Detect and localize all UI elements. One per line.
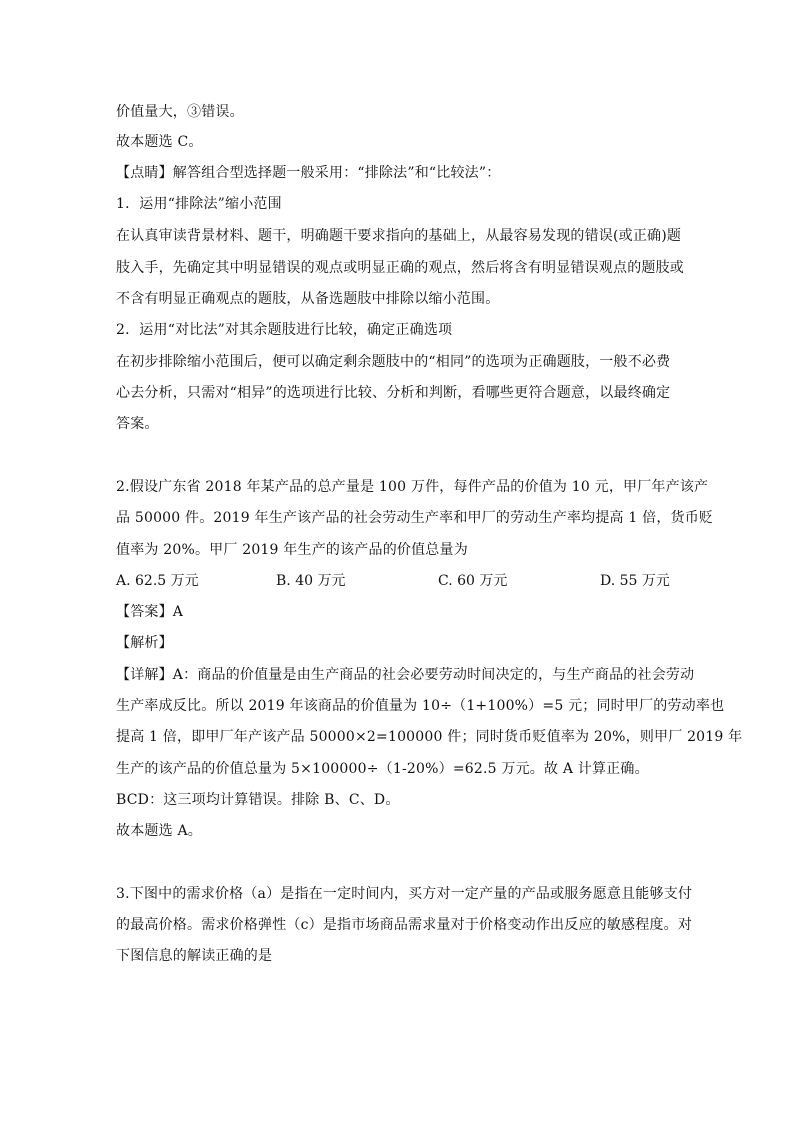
answer-label: 【答案】A: [116, 604, 184, 620]
option-a: A. 62.5 万元: [116, 573, 199, 589]
option-c: C. 60 万元: [438, 573, 508, 589]
text-line: 价值量大，③错误。: [116, 104, 244, 120]
question-2-line: 品 50000 件。2019 年生产该产品的社会劳动生产率和甲厂的劳动生产率均提高 1 倍，货币贬: [116, 510, 714, 526]
text-line: 在初步排除缩小范围后，便可以确定剩余题肢中的“相同”的选项为正确题肢，一般不必费: [116, 354, 671, 370]
text-line: 故本题选 C。: [116, 134, 203, 150]
text-line: 不含有明显正确观点的题肢，从备选题肢中排除以缩小范围。: [116, 291, 500, 307]
analysis-label: 【解析】: [116, 635, 173, 651]
question-2-line: 2.假设广东省 2018 年某产品的总产量是 100 万件，每件产品的价值为 10 元，甲厂年产该产: [116, 479, 709, 495]
question-3-line: 下图信息的解读正确的是: [116, 948, 273, 964]
conclusion-line: 故本题选 A。: [116, 823, 202, 839]
explanation-line: 生产的该产品的价值总量为 5×100000÷（1-20%）=62.5 万元。故 A 计算正确。: [116, 761, 649, 777]
option-b: B. 40 万元: [276, 573, 346, 589]
explanation-line: BCD：这三项均计算错误。排除 B、C、D。: [116, 792, 400, 808]
text-line: 在认真审读背景材料、题干，明确题干要求指向的基础上，从最容易发现的错误(或正确)题: [116, 228, 682, 244]
question-3-line: 3.下图中的需求价格（a）是指在一定时间内，买方对一定产量的产品或服务愿意且能够支付: [116, 886, 693, 902]
explanation-line: 【详解】A：商品的价值量是由生产商品的社会必要劳动时间决定的，与生产商品的社会劳动: [116, 667, 695, 683]
text-line: 答案。: [116, 416, 159, 432]
explanation-line: 提高 1 倍，即甲厂年产该产品 50000×2=100000 件；同时货币贬值率为 20%，则甲厂 2019 年: [116, 729, 743, 745]
option-d: D. 55 万元: [600, 573, 670, 589]
text-line: 1．运用“排除法”缩小范围: [116, 196, 282, 212]
explanation-line: 生产率成反比。所以 2019 年该商品的价值量为 10÷（1+100%）=5 元；同时甲厂的劳动率也: [116, 698, 725, 714]
text-line: 2．运用“对比法”对其余题肢进行比较，确定正确选项: [116, 322, 453, 338]
text-line: 【点睛】解答组合型选择题一般采用：“排除法”和“比较法”：: [116, 165, 501, 181]
text-line: 心去分析，只需对“相异”的选项进行比较、分析和判断，看哪些更符合题意，以最终确定: [116, 385, 671, 401]
question-2-line: 值率为 20%。甲厂 2019 年生产的该产品的价值总量为: [116, 542, 468, 558]
question-3-line: 的最高价格。需求价格弹性（c）是指市场商品需求量对于价格变动作出反应的敏感程度。对: [116, 917, 693, 933]
text-line: 肢入手，先确定其中明显错误的观点或明显正确的观点，然后将含有明显错误观点的题肢或: [116, 260, 684, 276]
